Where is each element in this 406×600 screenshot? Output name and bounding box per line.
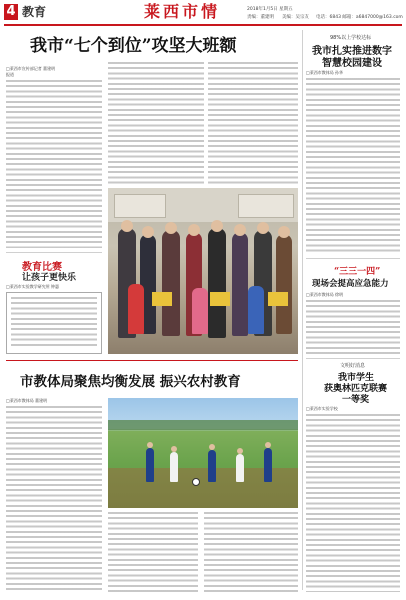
right-top-title-1: 我市扎实推进数字 xyxy=(312,46,392,57)
right-bottom-title-2: 获奥林匹克联赛 xyxy=(324,384,388,394)
bottom-divider xyxy=(6,360,298,361)
sports-photo xyxy=(108,398,298,508)
right-top-body xyxy=(306,78,400,254)
right-bottom-divider xyxy=(306,358,400,359)
masthead: 莱西市情 xyxy=(144,2,221,21)
notice-title-1: 教育比赛 xyxy=(22,262,62,273)
page-header xyxy=(0,0,406,26)
page-number: 4 xyxy=(6,4,16,19)
right-top-title-2: 智慧校园建设 xyxy=(322,58,382,69)
contact-line: 电话：6843 邮箱：a6847000@163.com xyxy=(316,15,403,20)
bottom-byline: □莱西市教体局 董建明 xyxy=(6,398,48,403)
right-top-byline: □莱西市教体局 孙华 xyxy=(306,70,344,75)
right-mid-divider xyxy=(306,258,400,259)
right-mid-body xyxy=(306,300,400,356)
right-bottom-title-1: 我市学生 xyxy=(338,373,375,383)
notice-box-text xyxy=(11,297,97,349)
column-divider xyxy=(302,30,303,590)
right-top-kicker: 98%以上学校达标 xyxy=(330,35,372,41)
editor-credit: 责编：董建明 xyxy=(247,15,274,20)
lead-source: 报道 xyxy=(6,72,14,77)
layout-credit: 美编：吴宗友 xyxy=(282,15,309,20)
notice-box xyxy=(6,292,102,354)
lead-body-col-2 xyxy=(108,62,204,184)
notice-title-2: 让孩子更快乐 xyxy=(22,273,77,283)
section-name: 教育 xyxy=(22,5,47,19)
bottom-headline: 市教体局聚焦均衡发展 振兴农村教育 xyxy=(20,374,241,390)
lead-byline: □莱西市宣传部记者 董建明 xyxy=(6,66,56,71)
notice-byline: □莱西市实验教学研究所 钟惠 xyxy=(6,284,60,289)
bottom-body-col-3 xyxy=(204,512,298,592)
right-mid-kicker: “三三一四” xyxy=(334,267,381,277)
right-bottom-body xyxy=(306,414,400,592)
issue-date: 2018年1月5日 星期五 xyxy=(247,7,293,12)
right-bottom-title-3: 一等奖 xyxy=(342,395,370,405)
notice-divider xyxy=(6,252,102,253)
bottom-body-col-2 xyxy=(108,512,198,592)
header-rule xyxy=(4,24,402,26)
right-bottom-kicker: 文明好消息 xyxy=(340,363,366,369)
lead-body-col-3 xyxy=(208,62,298,184)
right-mid-byline: □莱西市教体局 徐明 xyxy=(306,292,344,297)
class-photo xyxy=(108,188,298,354)
lead-body-col-1 xyxy=(6,80,102,248)
right-bottom-byline: □莱西市实验学校 xyxy=(306,406,338,411)
right-mid-title: 现场会提高应急能力 xyxy=(312,279,389,289)
bottom-body-col-1 xyxy=(6,406,102,592)
lead-headline: 我市“七个到位”攻坚大班额 xyxy=(30,36,237,56)
